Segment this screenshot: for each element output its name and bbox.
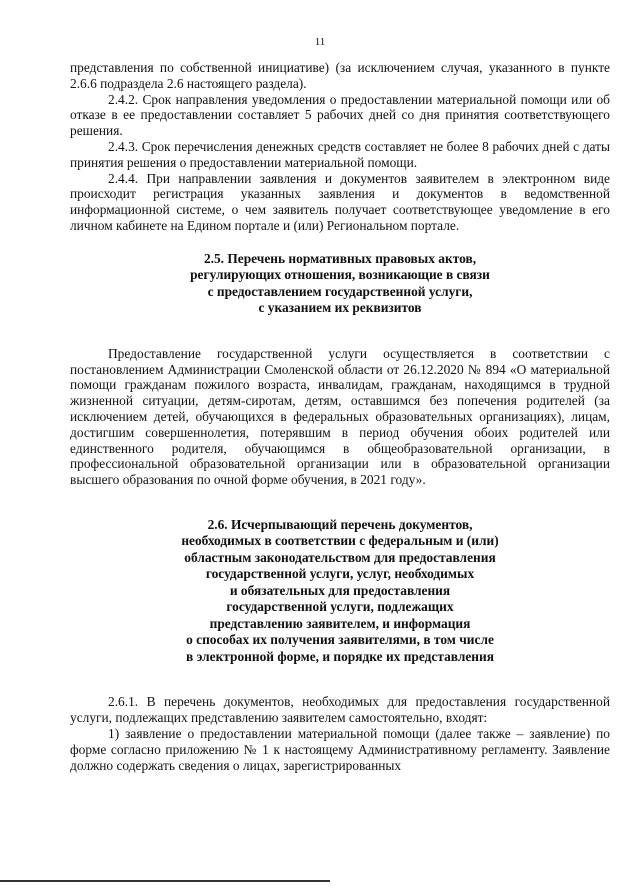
- heading-line: и обязательных для предоставления: [229, 582, 451, 598]
- paragraph-2-6-1: 2.6.1. В перечень документов, необходимых для предоставления государственной услуги, подлежащих представлению заявителем самостоятельно, входят:: [70, 694, 610, 726]
- paragraph-2-5-body: Предоставление государственной услуги осуществляется в соответствии с постановлением Администрации Смоленской области от 26.12.2020 № 894 «О материальной помощи гражданам пожилого возраста, инвалидам, гражданам, находящимся в трудной жизненной ситуации, детям-сиротам, детям, оставшимся без попечения родителей (за исключением детей, обучающихся в федеральных образовательных организациях), лицам, достигшим совершеннолетия, потерявшим в период обучения обоих родителей или единственного родителя, обучающимся в общеобразовательной организации, в профессиональной образовательной организации или в образовательной организации высшего образования по очной форме обучения, в 2021 году».: [70, 345, 610, 488]
- heading-line: с указанием их реквизитов: [258, 300, 422, 316]
- paragraph-continuation: представления по собственной инициативе) (за исключением случая, указанного в пункте 2.6.6 подраздела 2.6 настоящего раздела).: [70, 60, 610, 91]
- heading-line: областным законодательством для предоставления: [184, 549, 496, 565]
- heading-line: 2.5. Перечень нормативных правовых актов,: [203, 250, 477, 266]
- paragraph-list-item-1: 1) заявление о предоставлении материальной помощи (далее также – заявление) по форме согласно приложению № 1 к настоящему Административному регламенту. Заявление должно содержать сведения о лицах, зарегистрированных: [70, 726, 610, 773]
- paragraph-2-4-4: 2.4.4. При направлении заявления и документов заявителем в электронном виде происходит регистрация указанных заявления и документов в ведомственной информационной системе, о чем заявитель получает соответствующее уведомление в его личном кабинете на Едином портале и (или) Региональном портале.: [70, 170, 610, 233]
- heading-line: необходимых в соответствии с федеральным и (или): [181, 533, 499, 549]
- heading-line: представлению заявителем, и информация: [209, 615, 471, 631]
- section-heading-2-5: [70, 251, 610, 317]
- section-heading-2-6: [70, 517, 610, 666]
- bottom-scan-edge: [0, 880, 330, 882]
- heading-line: регулирующих отношения, возникающие в связи: [190, 267, 490, 283]
- heading-line: о способах их получения заявителями, в том числе: [186, 632, 494, 648]
- heading-line: 2.6. Исчерпывающий перечень документов,: [207, 516, 473, 532]
- heading-line: государственной услуги, услуг, необходимых: [205, 566, 475, 582]
- heading-line: государственной услуги, подлежащих: [226, 599, 454, 615]
- heading-line: с предоставлением государственной услуги,: [207, 283, 473, 299]
- page-number: 11: [314, 36, 326, 48]
- document-body: [70, 60, 610, 773]
- paragraph-2-4-3: 2.4.3. Срок перечисления денежных средств составляет не более 8 рабочих дней с даты принятия решения о предоставлении материальной помощи.: [70, 138, 610, 170]
- paragraph-2-4-2: 2.4.2. Срок направления уведомления о предоставлении материальной помощи или об отказе в ее предоставлении составляет 5 рабочих дней со дня принятия соответствующего решения.: [70, 91, 610, 139]
- heading-line: в электронной форме, и порядке их представления: [186, 648, 494, 664]
